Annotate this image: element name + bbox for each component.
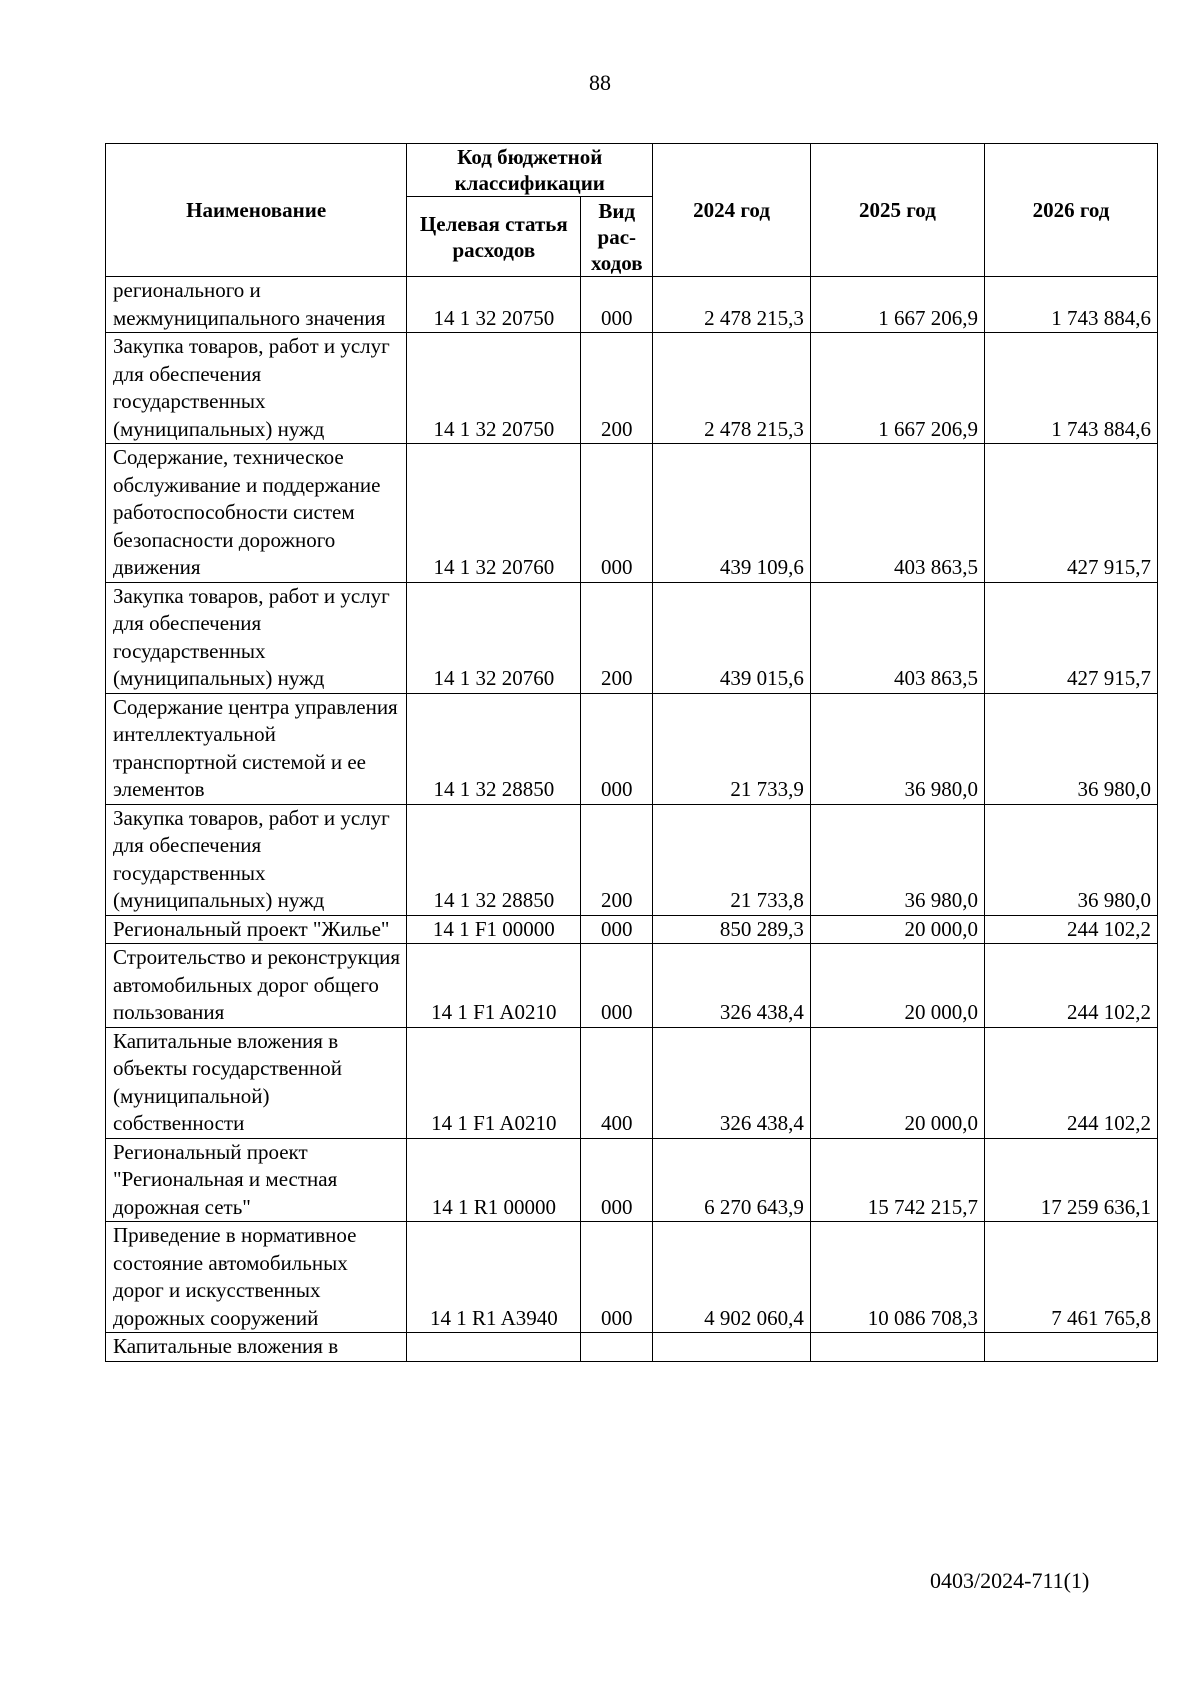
row-value-2025: [810, 1333, 984, 1362]
row-value-2025: 15 742 215,7: [810, 1138, 984, 1222]
table-header: [106, 144, 1158, 277]
row-expense-type: 000: [581, 915, 653, 944]
row-value-2025: 1 667 206,9: [810, 333, 984, 444]
row-expense-type: 200: [581, 804, 653, 915]
budget-table: [105, 143, 1158, 1362]
row-target-article: 14 1 32 20750: [407, 333, 581, 444]
row-value-2025: 1 667 206,9: [810, 277, 984, 333]
row-name: регионального и межмуниципального значения: [106, 277, 407, 333]
row-value-2026: 36 980,0: [984, 693, 1157, 804]
row-value-2024: 2 478 215,3: [653, 333, 811, 444]
table-row: [106, 1027, 1158, 1138]
row-name: Закупка товаров, работ и услуг для обеспечения государственных (муниципальных) нужд: [106, 333, 407, 444]
row-name: Закупка товаров, работ и услуг для обеспечения государственных (муниципальных) нужд: [106, 804, 407, 915]
row-value-2024: 439 109,6: [653, 444, 811, 583]
row-value-2026: 1 743 884,6: [984, 333, 1157, 444]
row-value-2026: 244 102,2: [984, 1027, 1157, 1138]
row-value-2025: 36 980,0: [810, 693, 984, 804]
row-expense-type: 400: [581, 1027, 653, 1138]
row-value-2024: 850 289,3: [653, 915, 811, 944]
row-expense-type: 000: [581, 944, 653, 1028]
row-expense-type: 000: [581, 1222, 653, 1333]
row-value-2024: 6 270 643,9: [653, 1138, 811, 1222]
row-expense-type: [581, 1333, 653, 1362]
header-budget-code: Код бюджетной классификации: [407, 144, 653, 197]
table-row: [106, 804, 1158, 915]
row-value-2025: 20 000,0: [810, 915, 984, 944]
row-name: Содержание центра управления интеллектуальной транспортной системой и ее элементов: [106, 693, 407, 804]
row-value-2024: 21 733,8: [653, 804, 811, 915]
row-expense-type: 200: [581, 582, 653, 693]
row-expense-type: 000: [581, 693, 653, 804]
table-row: [106, 915, 1158, 944]
row-name: Закупка товаров, работ и услуг для обеспечения государственных (муниципальных) нужд: [106, 582, 407, 693]
row-expense-type: 200: [581, 333, 653, 444]
table-row: [106, 1138, 1158, 1222]
row-value-2026: 244 102,2: [984, 915, 1157, 944]
row-target-article: [407, 1333, 581, 1362]
row-value-2025: 10 086 708,3: [810, 1222, 984, 1333]
row-value-2026: 36 980,0: [984, 804, 1157, 915]
row-value-2026: 7 461 765,8: [984, 1222, 1157, 1333]
row-value-2024: 326 438,4: [653, 944, 811, 1028]
row-value-2026: 17 259 636,1: [984, 1138, 1157, 1222]
row-expense-type: 000: [581, 1138, 653, 1222]
header-year-2025: 2025 год: [810, 144, 984, 277]
row-target-article: 14 1 R1 A3940: [407, 1222, 581, 1333]
table-row: [106, 693, 1158, 804]
row-value-2025: 36 980,0: [810, 804, 984, 915]
row-value-2026: 427 915,7: [984, 582, 1157, 693]
row-target-article: 14 1 32 20750: [407, 277, 581, 333]
row-target-article: 14 1 F1 00000: [407, 915, 581, 944]
row-target-article: 14 1 F1 A0210: [407, 944, 581, 1028]
row-value-2025: 20 000,0: [810, 944, 984, 1028]
row-name: Содержание, техническое обслуживание и поддержание работоспособности систем безопасности дорожного движения: [106, 444, 407, 583]
row-name: Приведение в нормативное состояние автомобильных дорог и искусственных дорожных сооружений: [106, 1222, 407, 1333]
header-name: Наименование: [106, 144, 407, 277]
header-year-2026: 2026 год: [984, 144, 1157, 277]
row-value-2024: 21 733,9: [653, 693, 811, 804]
row-name: Строительство и реконструкция автомобильных дорог общего пользования: [106, 944, 407, 1028]
table-row: [106, 277, 1158, 333]
row-value-2024: 2 478 215,3: [653, 277, 811, 333]
row-target-article: 14 1 32 20760: [407, 582, 581, 693]
document-code: 0403/2024-711(1): [930, 1568, 1090, 1593]
row-value-2026: 244 102,2: [984, 944, 1157, 1028]
table-body: [106, 277, 1158, 1362]
row-value-2025: 403 863,5: [810, 582, 984, 693]
table-row: [106, 582, 1158, 693]
table-row: [106, 1333, 1158, 1362]
row-target-article: 14 1 32 28850: [407, 804, 581, 915]
row-value-2024: 326 438,4: [653, 1027, 811, 1138]
header-year-2024: 2024 год: [653, 144, 811, 277]
row-target-article: 14 1 32 28850: [407, 693, 581, 804]
row-target-article: 14 1 R1 00000: [407, 1138, 581, 1222]
row-value-2026: 1 743 884,6: [984, 277, 1157, 333]
header-expense-type: Вид рас- ходов: [581, 197, 653, 277]
row-name: Капитальные вложения в объекты государственной (муниципальной) собственности: [106, 1027, 407, 1138]
row-value-2024: 439 015,6: [653, 582, 811, 693]
row-target-article: 14 1 32 20760: [407, 444, 581, 583]
row-value-2025: 403 863,5: [810, 444, 984, 583]
row-name: Региональный проект "Жилье": [106, 915, 407, 944]
header-target-article: Целевая статья расходов: [407, 197, 581, 277]
row-value-2024: [653, 1333, 811, 1362]
row-value-2024: 4 902 060,4: [653, 1222, 811, 1333]
table-row: [106, 944, 1158, 1028]
row-target-article: 14 1 F1 A0210: [407, 1027, 581, 1138]
row-value-2025: 20 000,0: [810, 1027, 984, 1138]
row-name: Региональный проект "Региональная и местная дорожная сеть": [106, 1138, 407, 1222]
table-row: [106, 1222, 1158, 1333]
row-expense-type: 000: [581, 277, 653, 333]
table-row: [106, 333, 1158, 444]
row-name: Капитальные вложения в: [106, 1333, 407, 1362]
table-row: [106, 444, 1158, 583]
row-expense-type: 000: [581, 444, 653, 583]
row-value-2026: 427 915,7: [984, 444, 1157, 583]
page-number: 88: [589, 70, 611, 95]
row-value-2026: [984, 1333, 1157, 1362]
